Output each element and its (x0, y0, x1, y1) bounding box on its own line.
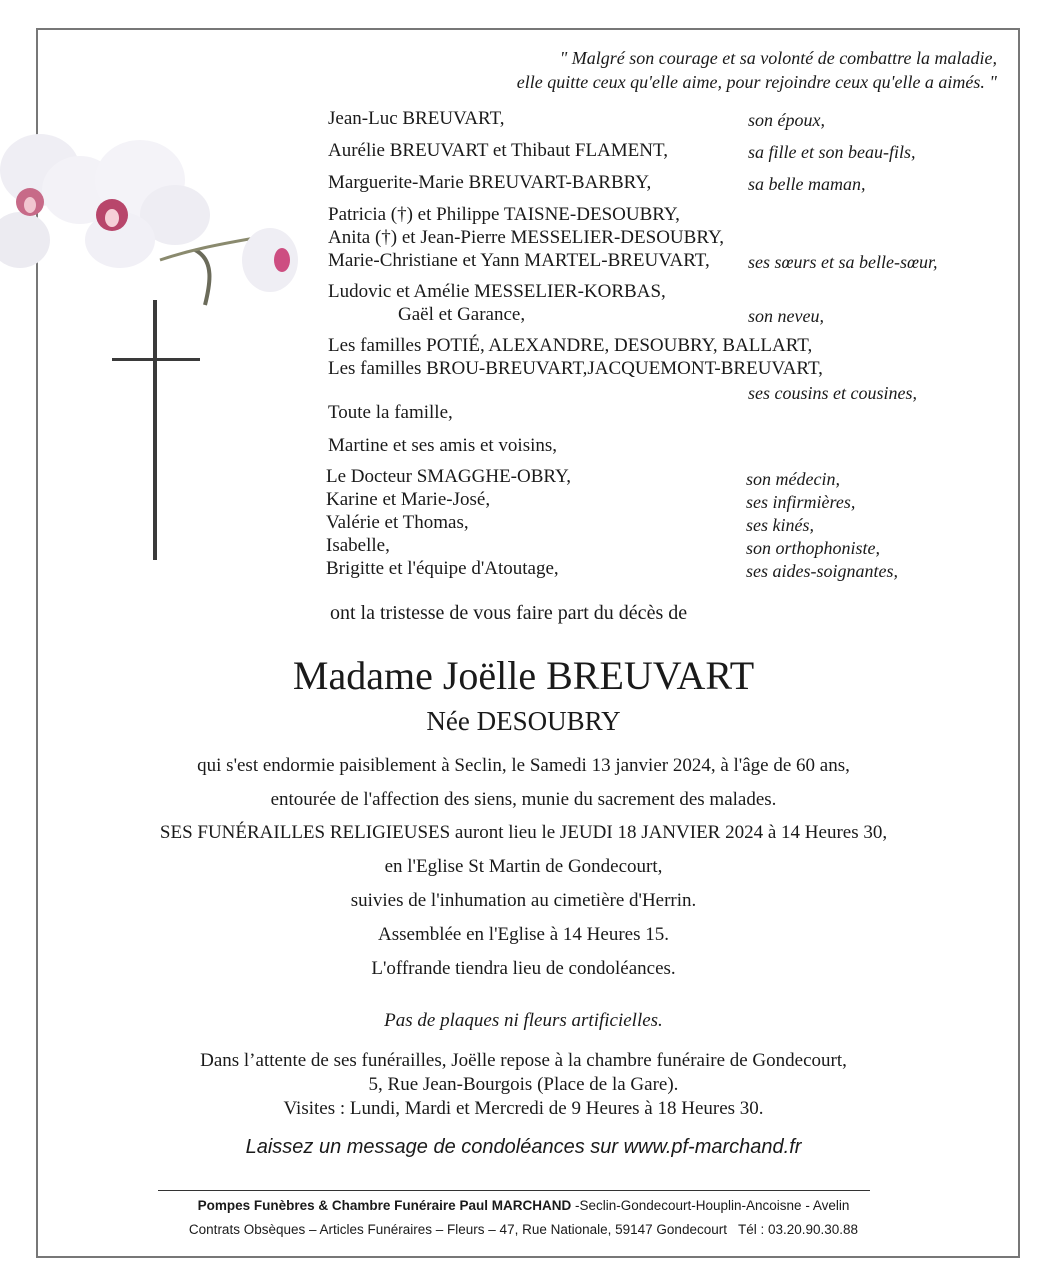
family-name: Gaël et Garance, (398, 304, 526, 325)
footer-company (0, 1198, 1047, 1213)
family-name: Anita (†) et Jean-Pierre MESSELIER-DESOUBRY, (328, 227, 724, 248)
rest-line: Visites : Lundi, Mardi et Mercredi de 9 Heures à 18 Heures 30. (283, 1098, 764, 1119)
quote-line-1: " Malgré son courage et sa volonté de combattre la maladie, (559, 48, 997, 68)
detail-line: SES FUNÉRAILLES RELIGIEUSES auront lieu le JEUDI 18 JANVIER 2024 à 14 Heures 30, (159, 822, 888, 843)
detail-line: L'offrande tiendra lieu de condoléances. (371, 958, 676, 979)
detail-line: suivies de l'inhumation au cimetière d'Herrin. (350, 890, 697, 911)
condolences-website: Laissez un message de condoléances sur www.pf-marchand.fr (245, 1136, 802, 1158)
family-relation: ses kinés, (746, 515, 814, 535)
detail-line: en l'Eglise St Martin de Gondecourt, (384, 856, 663, 877)
family-relation: ses infirmières, (746, 492, 856, 512)
orchid-cross-decoration (0, 110, 310, 570)
deceased-name: Madame Joëlle BREUVART (292, 653, 755, 698)
deceased-maiden-name: Née DESOUBRY (426, 706, 621, 736)
no-flowers-note: Pas de plaques ni fleurs artificielles. (384, 1010, 663, 1031)
family-relation: ses cousins et cousines, (748, 383, 917, 403)
family-relation: son orthophoniste, (746, 538, 881, 558)
family-name: Isabelle, (326, 535, 390, 556)
rest-line: 5, Rue Jean-Bourgois (Place de la Gare). (368, 1074, 679, 1095)
detail-line: entourée de l'affection des siens, munie du sacrement des malades. (270, 789, 777, 810)
quote-line-2: elle quitte ceux qu'elle aime, pour rejoindre ceux qu'elle a aimés. " (516, 72, 997, 92)
family-relation: sa belle maman, (748, 174, 866, 194)
footer-company-name: Pompes Funèbres & Chambre Funéraire Paul MARCHAND (197, 1198, 572, 1213)
family-name: Le Docteur SMAGGHE-OBRY, (326, 466, 572, 487)
family-name: Marguerite-Marie BREUVART-BARBRY, (328, 172, 652, 193)
family-name: Martine et ses amis et voisins, (328, 435, 558, 456)
family-name: Karine et Marie-José, (326, 489, 491, 510)
announcement: ont la tristesse de vous faire part du décès de (330, 602, 688, 624)
detail-line: qui s'est endormie paisiblement à Seclin, le Samedi 13 janvier 2024, à l'âge de 60 ans, (197, 755, 850, 776)
rest-line: Dans l’attente de ses funérailles, Joëlle repose à la chambre funéraire de Gondecourt, (200, 1050, 847, 1071)
family-name: Patricia (†) et Philippe TAISNE-DESOUBRY, (328, 204, 680, 225)
family-relation: sa fille et son beau-fils, (748, 142, 916, 162)
family-relation: son médecin, (746, 469, 840, 489)
family-name: Toute la famille, (328, 402, 453, 423)
family-name: Jean-Luc BREUVART, (328, 108, 505, 129)
family-name: Les familles POTIÉ, ALEXANDRE, DESOUBRY, BALLART, (328, 335, 813, 356)
family-name: Aurélie BREUVART et Thibaut FLAMENT, (328, 140, 668, 161)
family-name: Valérie et Thomas, (326, 512, 469, 533)
family-relation: ses sœurs et sa belle-sœur, (748, 252, 938, 272)
footer-divider (158, 1190, 870, 1191)
family-name: Brigitte et l'équipe d'Atoutage, (326, 558, 559, 579)
family-name: Marie-Christiane et Yann MARTEL-BREUVART, (328, 250, 710, 271)
footer-company-locations: -Seclin-Gondecourt-Houplin-Ancoisne - Avelin (571, 1198, 850, 1213)
orchid-icon (0, 134, 298, 305)
family-name: Les familles BROU-BREUVART,JACQUEMONT-BREUVART, (328, 358, 823, 379)
family-relation: son neveu, (748, 306, 824, 326)
detail-line: Assemblée en l'Eglise à 14 Heures 15. (378, 924, 669, 945)
footer-contact: Contrats Obsèques – Articles Funéraires – Fleurs – 47, Rue Nationale, 59147 Gondecourt Tél : 03.20.90.30.88 (188, 1222, 859, 1237)
family-name: Ludovic et Amélie MESSELIER-KORBAS, (328, 281, 666, 302)
cross-icon (112, 300, 200, 560)
family-relation: son époux, (748, 110, 825, 130)
family-relation: ses aides-soignantes, (746, 561, 898, 581)
